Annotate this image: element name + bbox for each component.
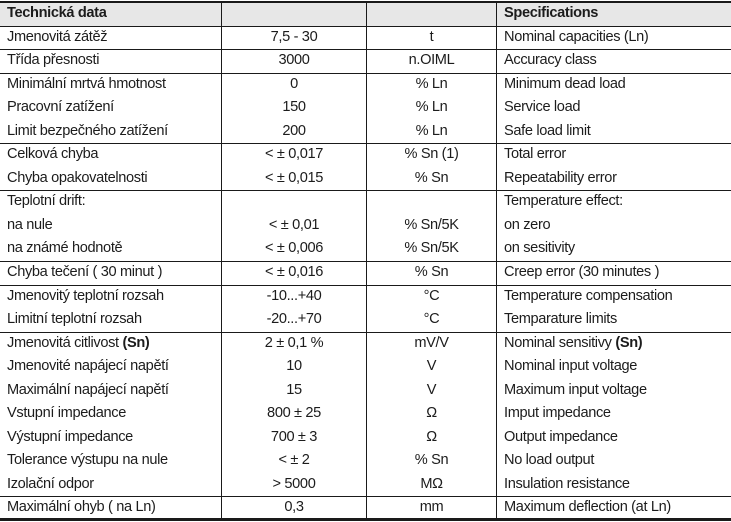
cz-label-cell: Výstupní impedance [0,427,222,451]
unit-cell: Ω [367,403,497,427]
unit-cell [367,191,497,215]
cz-label-cell: Chyba opakovatelnosti [0,168,222,191]
value-cell: 150 [222,97,367,121]
table-row [0,380,731,404]
value-cell: 15 [222,380,367,404]
value-cell: 7,5 - 30 [222,27,367,50]
table-row [0,474,731,498]
table-row [0,286,731,310]
table-row [0,403,731,427]
table-row [0,238,731,262]
table-row [0,333,731,357]
en-label-cell: Nominal sensitivy (Sn) [504,334,643,351]
table-row [0,121,731,145]
en-label-cell: Accuracy class [504,52,597,69]
value-cell: < ± 0,015 [222,168,367,191]
en-label-cell: Maximum input voltage [504,381,647,398]
en-label-cell: Maximum deflection (at Ln) [504,499,671,516]
value-cell: -20...+70 [222,309,367,332]
unit-cell: °C [367,309,497,332]
unit-cell: % Ln [367,121,497,144]
unit-cell: V [367,356,497,380]
table-row [0,191,731,215]
en-label-cell: Output impedance [504,428,618,445]
unit-cell: % Sn [367,262,497,285]
table-header-row [0,3,731,27]
en-label-cell: Nominal input voltage [504,358,637,375]
cz-label-cell: Maximální ohyb ( na Ln) [0,497,222,518]
en-label-cell: on sesitivity [504,240,575,257]
unit-cell: V [367,380,497,404]
table-body [0,27,731,521]
cz-label-cell: Minimální mrtvá hmotnost [0,74,222,98]
value-cell: 0 [222,74,367,98]
table-row [0,27,731,51]
en-label-cell: Creep error (30 minutes ) [504,264,660,281]
en-label-cell: Temperature compensation [504,287,673,304]
value-cell: 200 [222,121,367,144]
cz-label-cell: Limitní teplotní rozsah [0,309,222,332]
unit-cell: % Ln [367,74,497,98]
table-row [0,168,731,192]
table-row [0,144,731,168]
en-label-cell: Insulation resistance [504,475,630,492]
unit-cell: % Sn [367,450,497,474]
en-label-cell: Temparature limits [504,311,617,328]
table-row [0,427,731,451]
en-label-cell: Nominal capacities (Ln) [504,28,649,45]
unit-cell: MΩ [367,474,497,497]
cz-label-cell: Chyba tečení ( 30 minut ) [0,262,222,285]
value-cell: > 5000 [222,474,367,497]
en-label-cell: Minimum dead load [504,75,626,92]
cz-label-cell: Vstupní impedance [0,403,222,427]
unit-cell: mm [367,497,497,518]
table-row [0,262,731,286]
cz-label-cell: Jmenovitá zátěž [0,27,222,50]
en-label-cell: No load output [504,452,595,469]
unit-cell: mV/V [367,333,497,357]
value-cell [222,191,367,215]
unit-cell: °C [367,286,497,310]
en-label-cell: Service load [504,99,581,116]
header-en-title: Specifications [504,5,599,21]
value-cell: < ± 0,016 [222,262,367,285]
header-cz-title: Technická data [0,3,222,26]
cz-label-cell: Jmenovité napájecí napětí [0,356,222,380]
cz-label-cell: Tolerance výstupu na nule [0,450,222,474]
cz-label-cell: Třída přesnosti [0,50,222,73]
value-cell: 10 [222,356,367,380]
cz-label-cell: Izolační odpor [0,474,222,497]
value-cell: < ± 0,017 [222,144,367,168]
en-label-cell: Total error [504,146,566,163]
cz-label-cell: na nule [0,215,222,239]
cz-label-cell: Limit bezpečného zatížení [0,121,222,144]
table-row [0,309,731,333]
en-label-cell: on zero [504,216,551,233]
value-cell: 3000 [222,50,367,73]
unit-cell: % Sn/5K [367,215,497,239]
unit-cell: t [367,27,497,50]
value-cell: < ± 0,01 [222,215,367,239]
unit-cell: n.OIML [367,50,497,73]
header-value-column [222,3,367,26]
cz-label-cell: Jmenovitý teplotní rozsah [0,286,222,310]
cz-label-cell: Jmenovitá citlivost (Sn) [0,333,222,357]
cz-label-cell: Pracovní zatížení [0,97,222,121]
unit-cell: Ω [367,427,497,451]
table-row [0,215,731,239]
en-label-cell: Repeatability error [504,169,617,186]
en-label-cell: Temperature effect: [504,193,623,210]
value-cell: < ± 0,006 [222,238,367,261]
value-cell: < ± 2 [222,450,367,474]
table-row [0,450,731,474]
specifications-table [0,1,731,522]
value-cell: 700 ± 3 [222,427,367,451]
value-cell: 800 ± 25 [222,403,367,427]
unit-cell: % Ln [367,97,497,121]
header-unit-column [367,3,497,26]
cz-label-cell: Teplotní drift: [0,191,222,215]
en-label-cell: Safe load limit [504,122,591,139]
unit-cell: % Sn [367,168,497,191]
table-row [0,356,731,380]
cz-label-cell: na známé hodnotě [0,238,222,261]
cz-label-cell: Celková chyba [0,144,222,168]
unit-cell: % Sn/5K [367,238,497,261]
table-row [0,97,731,121]
value-cell: 2 ± 0,1 % [222,333,367,357]
cz-label-cell: Maximální napájecí napětí [0,380,222,404]
table-row [0,50,731,74]
en-label-cell: Imput impedance [504,405,611,422]
value-cell: -10...+40 [222,286,367,310]
unit-cell: % Sn (1) [367,144,497,168]
table-row [0,74,731,98]
table-row [0,497,731,521]
value-cell: 0,3 [222,497,367,518]
